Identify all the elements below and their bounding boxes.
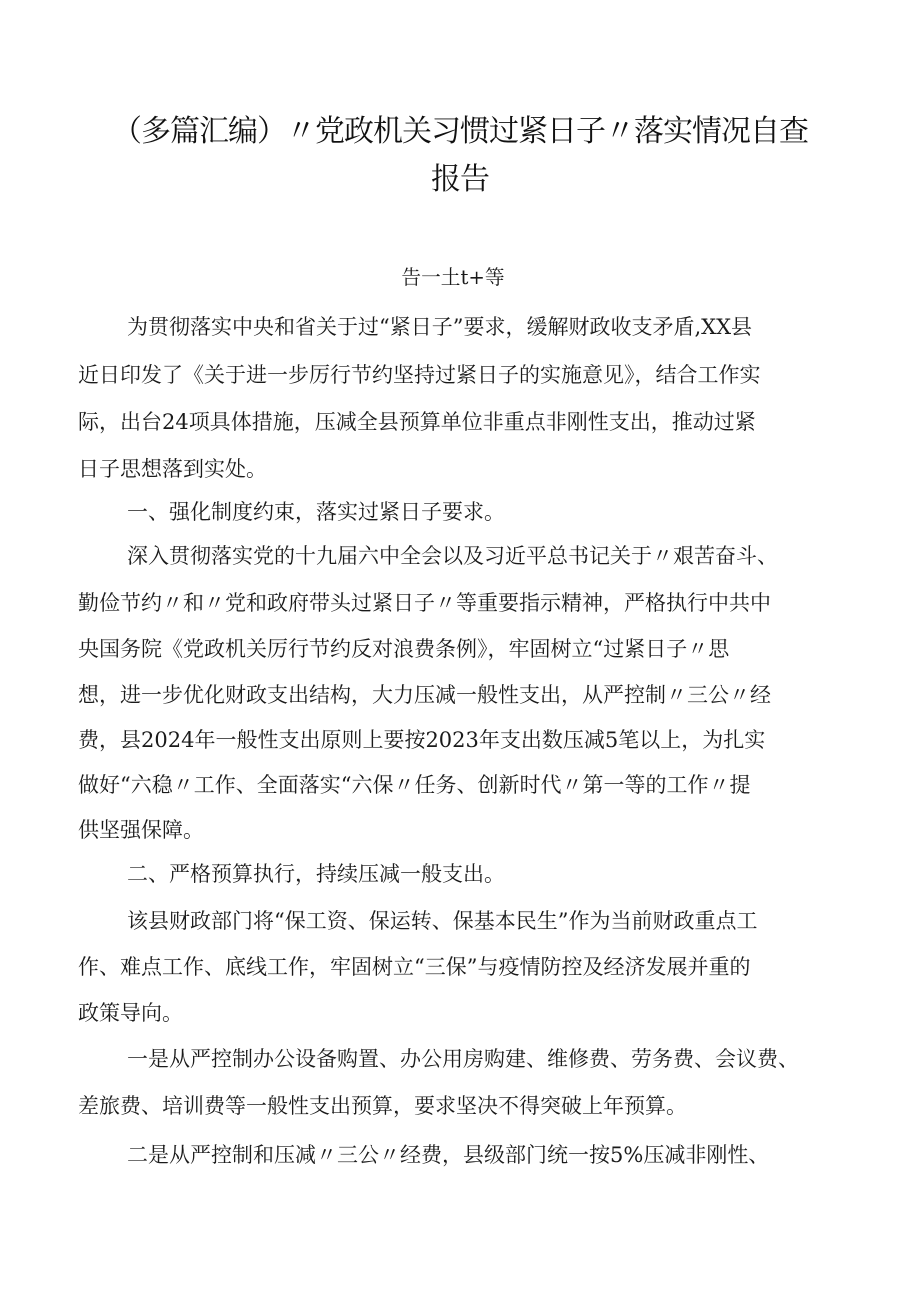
document-title-line-1: （多篇汇编）〃党政机关习惯过紧日子〃落实情况自查 bbox=[112, 114, 808, 149]
paragraph-line: 作、难点工作、底线工作，牢固树立“三保”与疫情防控及经济发展并重的 bbox=[78, 955, 751, 979]
paragraph-line: 差旅费、培训费等一般性支出预算，要求坚决不得突破上年预算。 bbox=[78, 1094, 687, 1118]
paragraph-line: 勤俭节约〃和〃党和政府带头过紧日子〃等重要指示精神，严格执行中共中 bbox=[78, 591, 771, 615]
paragraph-line: 二是从严控制和压减〃三公〃经费，县级部门统一按5%压减非刚性、 bbox=[127, 1143, 770, 1167]
paragraph-line: 政策导向。 bbox=[78, 1001, 183, 1025]
paragraph-line: 为贯彻落实中央和省关于过“紧日子”要求，缓解财政收支矛盾,XX县 bbox=[127, 315, 753, 339]
paragraph-line: 近日印发了《关于进一步厉行节约坚持过紧日子的实施意见》，结合工作实 bbox=[78, 363, 761, 387]
section-heading: 二、严格预算执行，持续压减一般支出。 bbox=[127, 862, 505, 886]
paragraph-line: 央国务院《党政机关厉行节约反对浪费条例》，牢固树立“过紧日子〃思 bbox=[78, 637, 730, 661]
paragraph-line: 该县财政部门将“保工资、保运转、保基本民生”作为当前财政重点工 bbox=[127, 909, 758, 933]
document-subtitle: 告一土t+等 bbox=[401, 265, 505, 289]
paragraph-line: 一是从严控制办公设备购置、办公用房购建、维修费、劳务费、会议费、 bbox=[127, 1047, 799, 1071]
paragraph-line: 做好“六稳〃工作、全面落实“六保〃任务、创新时代〃第一等的工作〃提 bbox=[78, 773, 751, 797]
paragraph-line: 际，出台24项具体措施，压减全县预算单位非重点非刚性支出，推动过紧 bbox=[78, 410, 756, 434]
paragraph-line: 供坚强保障。 bbox=[78, 818, 204, 842]
paragraph-line: 日子思想落到实处。 bbox=[78, 457, 267, 481]
section-heading: 一、强化制度约束，落实过紧日子要求。 bbox=[127, 500, 505, 524]
paragraph-line: 费，县2024年一般性支出原则上要按2023年支出数压减5笔以上，为扎实 bbox=[78, 728, 766, 752]
paragraph-line: 深入贯彻落实党的十九届六中全会以及习近平总书记关于〃艰苦奋斗、 bbox=[127, 544, 778, 568]
document-title-line-2: 报告 bbox=[431, 162, 489, 197]
paragraph-line: 想，进一步优化财政支出结构，大力压减一般性支出，从严控制〃三公〃经 bbox=[78, 683, 771, 707]
